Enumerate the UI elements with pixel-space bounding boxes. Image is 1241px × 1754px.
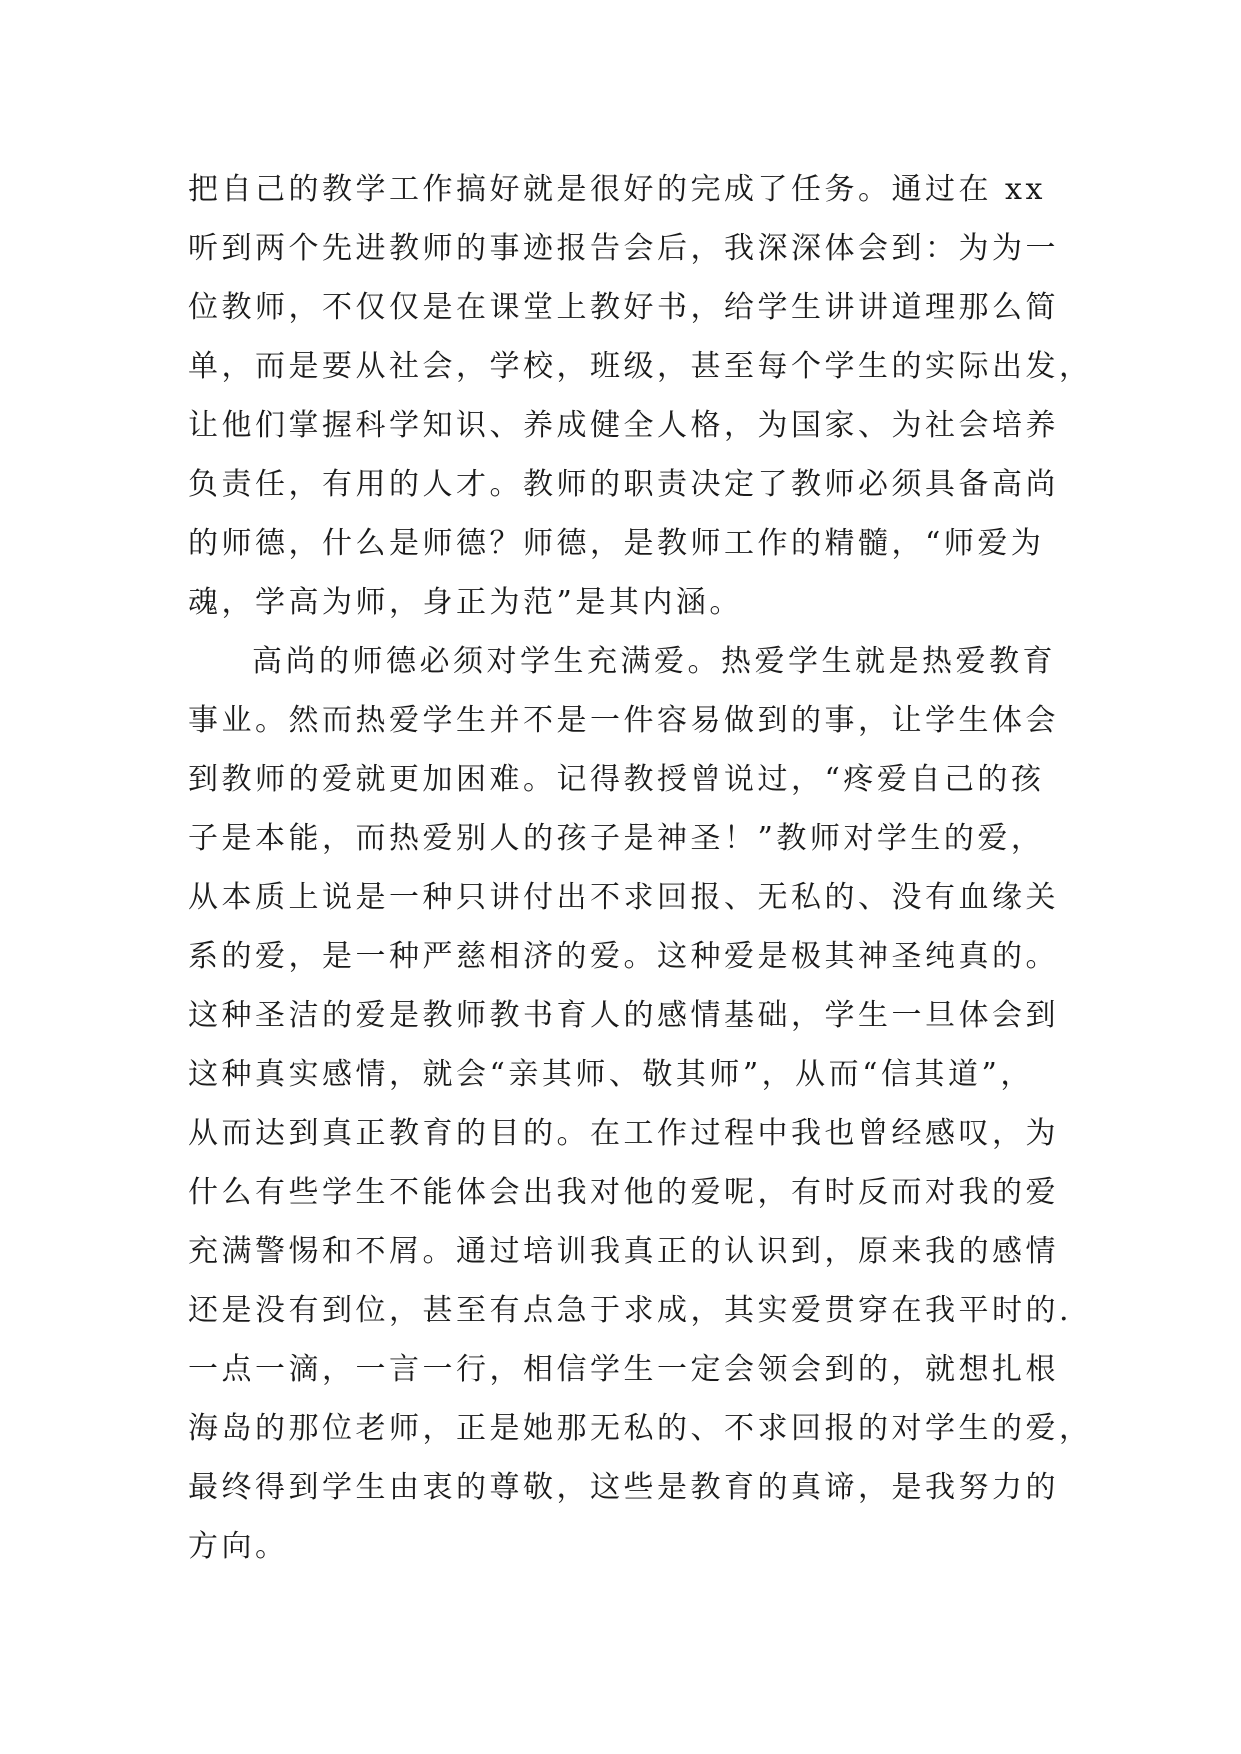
text-line: 位教师，不仅仅是在课堂上教好书，给学生讲讲道理那么简 [188, 290, 1059, 325]
text-line: 单，而是要从社会，学校，班级，甚至每个学生的实际出发， [188, 349, 1093, 384]
text-line: 听到两个先进教师的事迹报告会后，我深深体会到：为为一 [188, 231, 1059, 266]
text-line: 让他们掌握科学知识、养成健全人格，为国家、为社会培养 [188, 408, 1059, 443]
text-line: 负责任，有用的人才。教师的职责决定了教师必须具备高尚 [188, 467, 1059, 502]
text-line: 到教师的爱就更加困难。记得教授曾说过，“疼爱自己的孩 [188, 762, 1045, 797]
text-line: 从而达到真正教育的目的。在工作过程中我也曾经感叹，为 [188, 1116, 1059, 1151]
text-line: 这种真实感情，就会“亲其师、敬其师”，从而“信其道”， [188, 1057, 1034, 1092]
text-line: 从本质上说是一种只讲付出不求回报、无私的、没有血缘关 [188, 880, 1059, 915]
text-line: 的师德，什么是师德？师德，是教师工作的精髓，“师爱为 [188, 526, 1045, 561]
paragraph-2 [188, 632, 1093, 1576]
text-line: 最终得到学生由衷的尊敬，这些是教育的真谛，是我努力的 [188, 1470, 1059, 1505]
text-line: 一点一滴，一言一行，相信学生一定会领会到的，就想扎根 [188, 1352, 1059, 1387]
text-line: 充满警惕和不屑。通过培训我真正的认识到，原来我的感情 [188, 1234, 1059, 1269]
text-line: 这种圣洁的爱是教师教书育人的感情基础，学生一旦体会到 [188, 998, 1059, 1033]
text-line: 方向。 [188, 1529, 289, 1564]
text-line: 事业。然而热爱学生并不是一件容易做到的事，让学生体会 [188, 703, 1059, 738]
text-line: 高尚的师德必须对学生充满爱。热爱学生就是热爱教育 [252, 644, 1056, 679]
document-body [188, 160, 1093, 1576]
paragraph-1 [188, 160, 1093, 632]
text-line: 把自己的教学工作搞好就是很好的完成了任务。通过在 xx [188, 172, 1046, 207]
text-line: 子是本能，而热爱别人的孩子是神圣！”教师对学生的爱， [188, 821, 1045, 856]
text-line: 还是没有到位，甚至有点急于求成，其实爱贯穿在我平时的. [188, 1293, 1073, 1328]
text-line: 海岛的那位老师，正是她那无私的、不求回报的对学生的爱， [188, 1411, 1093, 1446]
text-line: 系的爱，是一种严慈相济的爱。这种爱是极其神圣纯真的。 [188, 939, 1059, 974]
text-line: 魂，学高为师，身正为范”是其内涵。 [188, 585, 743, 620]
text-line: 什么有些学生不能体会出我对他的爱呢，有时反而对我的爱 [188, 1175, 1059, 1210]
